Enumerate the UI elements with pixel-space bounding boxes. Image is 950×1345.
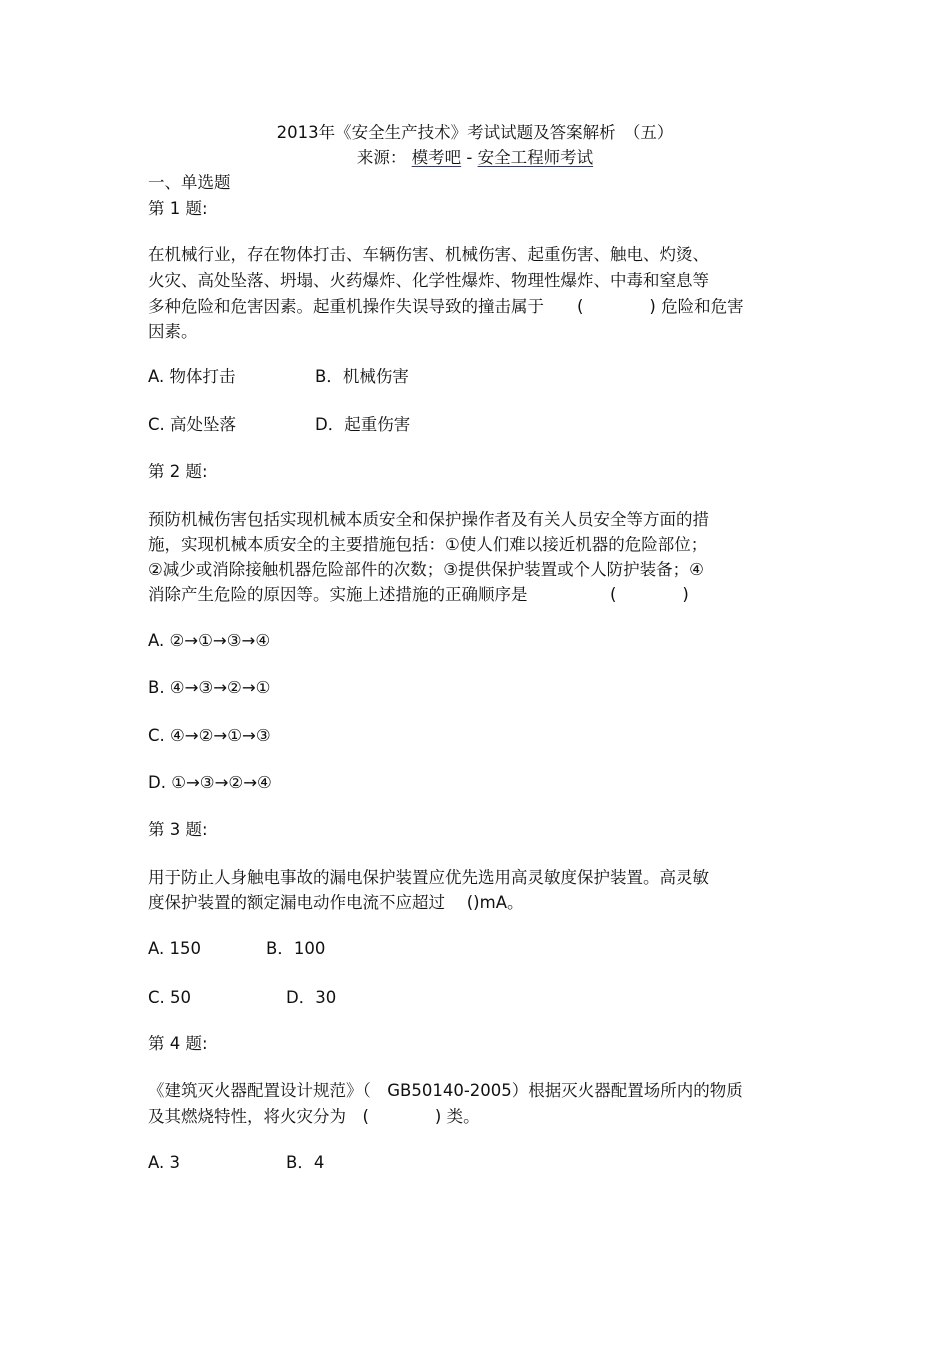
source-site-link[interactable]: 模考吧 [411,148,462,167]
question-2-line-1: 预防机械伤害包括实现机械本质安全和保护操作者及有关人员安全等方面的措 [148,510,709,529]
question-2-option-b[interactable]: B. ④→③→②→① [148,678,271,697]
question-4-option-b[interactable]: B．4 [286,1153,325,1172]
question-1-option-d[interactable]: D．起重伤害 [315,415,411,434]
question-2-option-d[interactable]: D. ①→③→②→④ [148,773,272,792]
document-title: 2013年《安全生产技术》考试试题及答案解析 （五） [276,123,674,142]
question-1-line-4: 因素。 [148,322,198,341]
question-3-line-2: 度保护装置的额定漏电动作电流不应超过 ()mA。 [148,893,524,912]
question-1-line-1: 在机械行业，存在物体打击、车辆伤害、机械伤害、起重伤害、触电、灼烫、 [148,245,709,264]
question-4-line-2: 及其燃烧特性，将火灾分为 ( ) 类。 [148,1107,480,1126]
question-3-label: 第 3 题: [148,820,208,839]
question-3-option-b[interactable]: B．100 [266,939,326,958]
question-2-option-c[interactable]: C. ④→②→①→③ [148,726,271,745]
question-2-line-2: 施，实现机械本质安全的主要措施包括：①使人们难以接近机器的危险部位； [148,535,708,554]
question-4-option-a[interactable]: A. 3 [148,1153,180,1172]
question-1-option-b[interactable]: B．机械伤害 [315,367,409,386]
question-1-line-3: 多种危险和危害因素。起重机操作失误导致的撞击属于 ( ) 危险和危害 [148,297,744,316]
question-2-line-4: 消除产生危险的原因等。实施上述措施的正确顺序是 ( ) [148,585,689,604]
question-3-option-c[interactable]: C. 50 [148,988,192,1007]
source-separator: - [461,148,478,167]
section-heading: 一、单选题 [148,173,231,192]
question-2-label: 第 2 题: [148,462,208,481]
question-4-label: 第 4 题: [148,1034,208,1053]
question-1-option-c[interactable]: C. 高处坠落 [148,415,237,434]
question-1-label: 第 1 题: [148,199,208,218]
question-3-option-a[interactable]: A. 150 [148,939,201,958]
source-label: 来源： [356,148,407,167]
question-1-line-2: 火灾、高处坠落、坍塌、火药爆炸、化学性爆炸、物理性爆炸、中毒和窒息等 [148,271,709,290]
question-4-line-1: 《建筑灭火器配置设计规范》（ GB50140-2005）根据灭火器配置场所内的物质 [148,1081,743,1100]
question-1-option-a[interactable]: A. 物体打击 [148,367,236,386]
question-2-option-a[interactable]: A. ②→①→③→④ [148,631,271,650]
question-2-line-3: ②减少或消除接触机器危险部件的次数；③提供保护装置或个人防护装备；④ [148,560,704,579]
source-section-link[interactable]: 安全工程师考试 [477,148,594,167]
question-3-option-d[interactable]: D．30 [286,988,337,1007]
question-3-line-1: 用于防止人身触电事故的漏电保护装置应优先选用高灵敏度保护装置。高灵敏 [148,868,709,887]
source-line [0,148,950,168]
